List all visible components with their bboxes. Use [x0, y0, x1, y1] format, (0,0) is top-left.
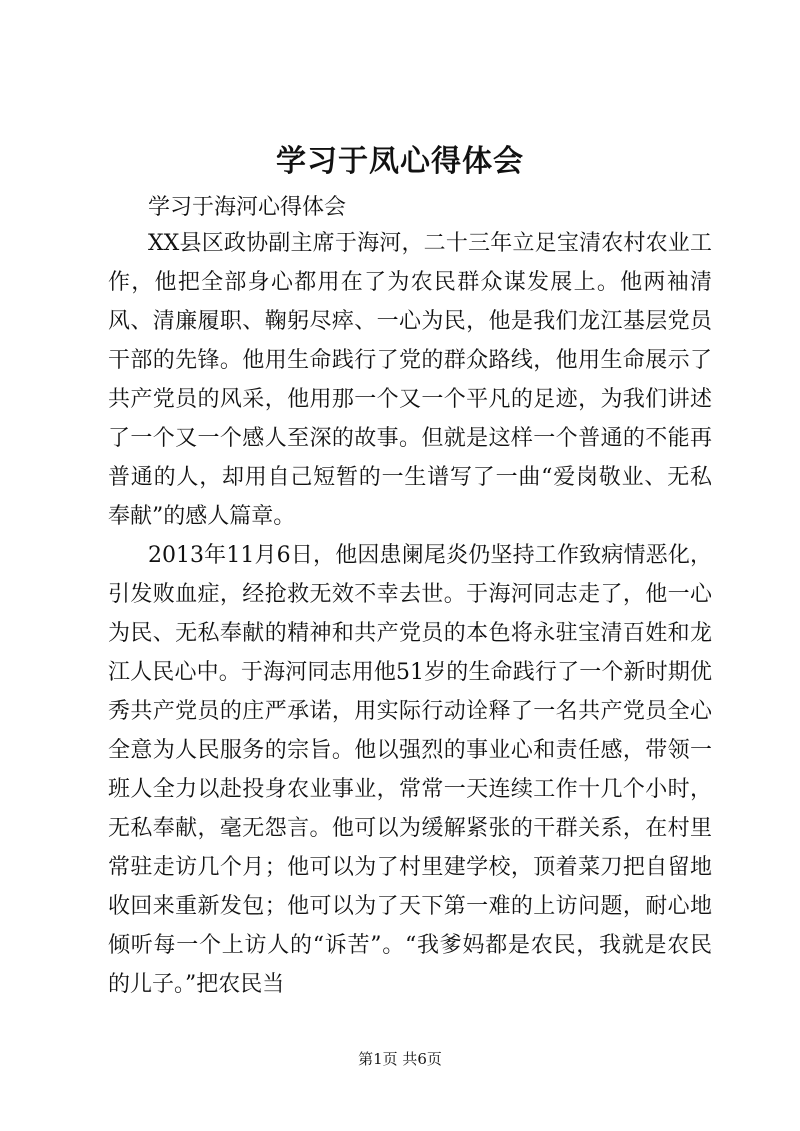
page-footer: 第1页 共6页: [358, 1050, 442, 1068]
paragraph-2: 2013年11月6日，他因患阑尾炎仍坚持工作致病情恶化，引发败血症，经抢救无效不幸去世。于海河同志走了，他一心为民、无私奉献的精神和共产党员的本色将永驻宝清百姓和龙江人民心中。于海河同志用他51岁的生命践行了一个新时期优秀共产党员的庄严承诺，用实际行动诠释了一名共产党员全心全意为人民服务的宗旨。他以强烈的事业心和责任感，带领一班人全力以赴投身农业事业，常常一天连续工作十几个小时，无私奉献，毫无怨言。他可以为缓解紧张的干群关系，在村里常驻走访几个月；他可以为了村里建学校，顶着菜刀把自留地收回来重新发包；他可以为了天下第一难的上访问题，耐心地倾听每一个上访人的“诉苦”。“我爹妈都是农民，我就是农民的儿子。”把农民当: [108, 543, 712, 997]
document-title: 学习于凤心得体会: [276, 144, 524, 179]
paragraph-1: XX县区政协副主席于海河，二十三年立足宝清农村农业工作，他把全部身心都用在了为农民群众谋发展上。他两袖清风、清廉履职、鞠躬尽瘁、一心为民，他是我们龙江基层党员干部的先锋。他用生命践行了党的群众路线，他用生命展示了共产党员的风采，他用那一个又一个平凡的足迹，为我们讲述了一个又一个感人至深的故事。但就是这样一个普通的不能再普通的人，却用自己短暂的一生谱写了一曲“爱岗敬业、无私奉献”的感人篇章。: [108, 231, 712, 529]
document-subtitle: 学习于海河心得体会: [148, 195, 347, 220]
document-body: [108, 224, 712, 1004]
